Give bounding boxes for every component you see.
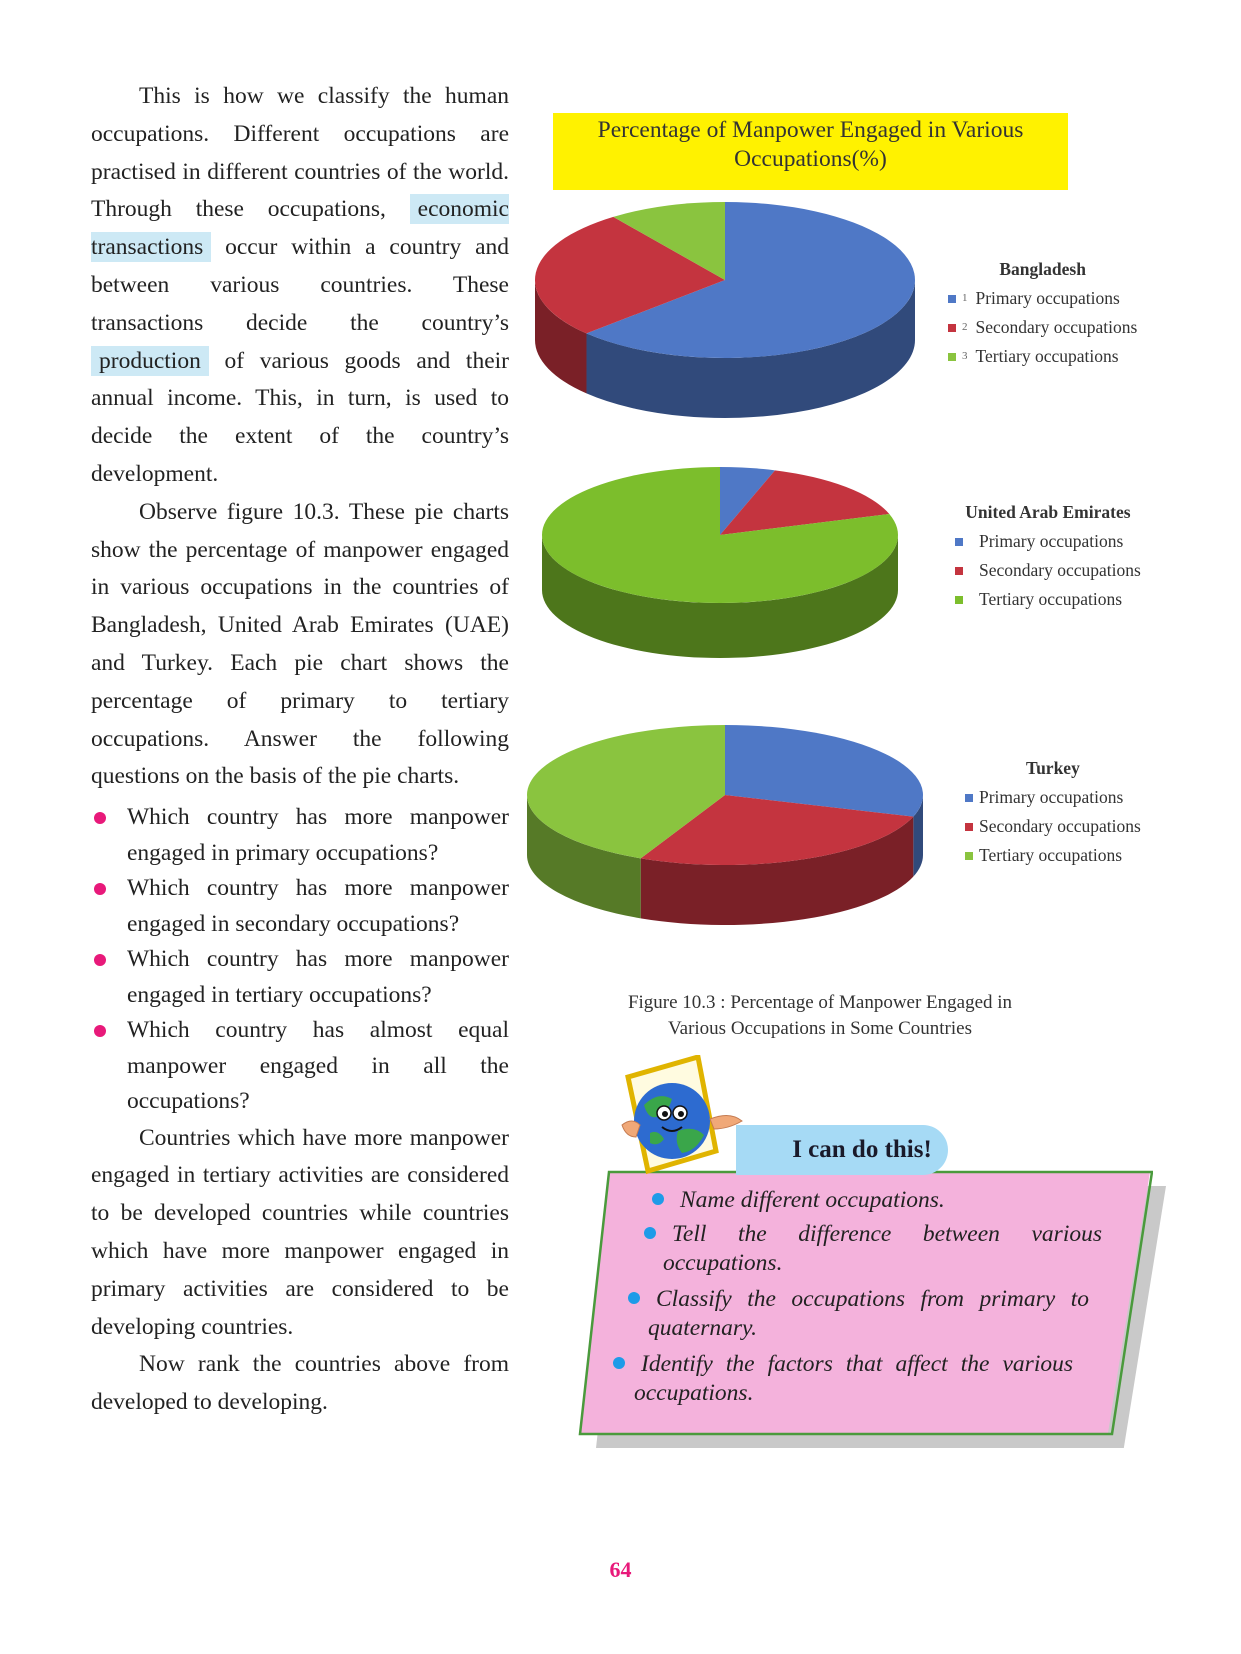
- paragraph-2: Observe figure 10.3. These pie charts show the percentage of manpower engaged in various occupations in the countries of Bangladesh, United Arab Emirates (UAE) and Turkey. Each pie chart shows the percentage of primary to tertiary occupations. Answer the following questions on the basis of the pie charts.: [91, 498, 509, 790]
- legend-swatch: [955, 567, 963, 575]
- bullet-dot: [628, 1292, 640, 1304]
- figure-title: Percentage of Manpower Engaged in Various Occupations(%): [553, 113, 1068, 190]
- pie-chart-uae: [540, 455, 960, 685]
- body-text-column: [91, 78, 509, 1422]
- legend-swatch: [948, 324, 956, 332]
- question-item: Which country has more manpower engaged in primary occupations?: [91, 800, 509, 871]
- legend-swatch: [955, 538, 963, 546]
- legend-swatch: [965, 823, 973, 831]
- legend-item: Secondary occupations: [965, 812, 1141, 841]
- legend-swatch: [965, 852, 973, 860]
- legend-uae: [955, 498, 1141, 614]
- question-item: Which country has almost equal manpower engaged in all the occupations?: [91, 1013, 509, 1120]
- highlight-economic-transactions: economic transactions: [91, 196, 509, 261]
- pie-chart-bangladesh: [525, 200, 945, 460]
- legend-item: 2 Secondary occupations: [948, 313, 1137, 342]
- paragraph-1: This is how we classify the human occupations. Different occupations are practised in different countries of the world. Through these occupations, economic transactions occur within a country and between various countries. These transactions decide the country’s production of various goods and their annual income. This, in turn, is used to decide the extent of the country’s development.: [91, 83, 509, 487]
- legend-item: Tertiary occupations: [965, 841, 1141, 870]
- legend-swatch: [948, 353, 956, 361]
- activity-item-cont: occupations.: [634, 1380, 754, 1406]
- activity-item: Identify the factors that affect the various: [641, 1350, 1073, 1379]
- pie-chart-turkey: [525, 715, 955, 975]
- legend-swatch: [948, 295, 956, 303]
- legend-item: 3 Tertiary occupations: [948, 342, 1137, 371]
- figure-caption: Figure 10.3 : Percentage of Manpower Engaged in Various Occupations in Some Countries: [627, 992, 1013, 1039]
- question-list: [91, 800, 509, 1120]
- paragraph-3: Countries which have more manpower engaged in tertiary activities are considered to be developed countries while countries which have more manpower engaged in primary activities are considered to be developing countries.: [91, 1124, 509, 1340]
- activity-item: Classify the occupations from primary to: [656, 1285, 1089, 1314]
- paragraph-4: Now rank the countries above from developed to developing.: [91, 1351, 509, 1416]
- highlight-production: production: [91, 346, 209, 376]
- activity-item-cont: occupations.: [663, 1250, 783, 1276]
- legend-title: United Arab Emirates: [965, 502, 1131, 522]
- activity-item: Name different occupations.: [680, 1186, 1080, 1215]
- legend-item: Primary occupations: [965, 783, 1141, 812]
- globe-mascot-icon: [620, 1055, 745, 1185]
- legend-item: Primary occupations: [955, 527, 1141, 556]
- legend-item: Tertiary occupations: [955, 585, 1141, 614]
- question-item: Which country has more manpower engaged in secondary occupations?: [91, 871, 509, 942]
- bullet-dot: [652, 1193, 664, 1205]
- bullet-dot: [644, 1227, 656, 1239]
- legend-swatch: [965, 794, 973, 802]
- legend-bangladesh: [948, 255, 1137, 371]
- bullet-dot: [613, 1357, 625, 1369]
- legend-item: 1 Primary occupations: [948, 284, 1137, 313]
- legend-item: Secondary occupations: [955, 556, 1141, 585]
- activity-heading: I can do this!: [736, 1125, 948, 1175]
- legend-title: Bangladesh: [999, 259, 1086, 279]
- page-number: 64: [609, 1557, 632, 1582]
- legend-title: Turkey: [1026, 758, 1080, 778]
- activity-item-cont: quaternary.: [648, 1315, 758, 1341]
- legend-swatch: [955, 596, 963, 604]
- activity-item: Tell the difference between various: [672, 1220, 1102, 1249]
- question-item: Which country has more manpower engaged in tertiary occupations?: [91, 942, 509, 1013]
- legend-turkey: [965, 754, 1141, 870]
